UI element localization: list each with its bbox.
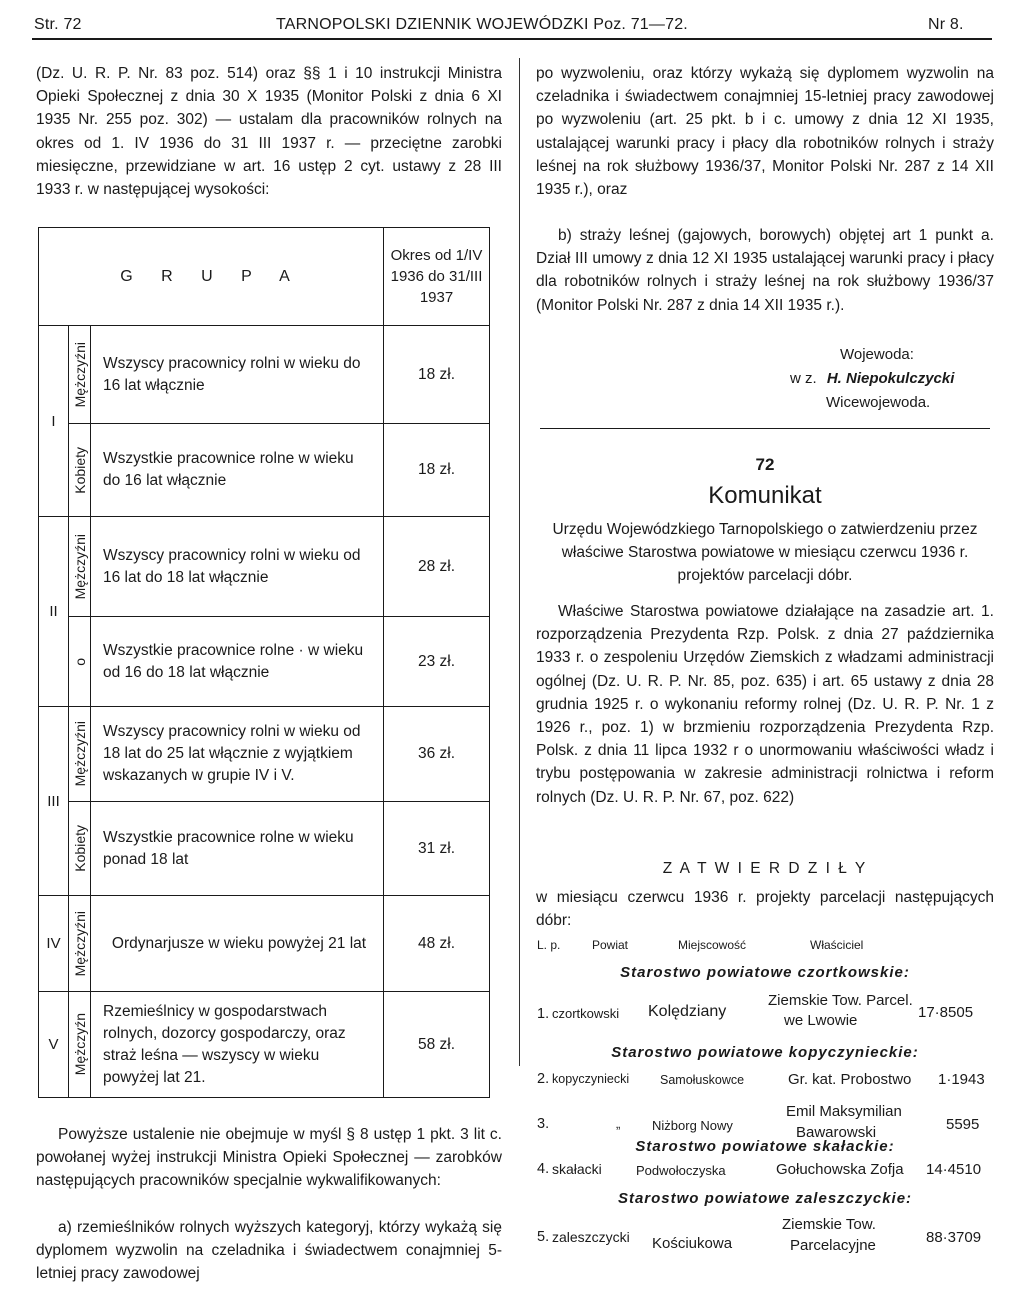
entry-area: 5595 (946, 1116, 980, 1133)
wage-table (38, 227, 490, 1098)
signature-line (790, 370, 954, 387)
entry-powiat: kopyczyniecki (552, 1072, 630, 1086)
entry-miejscowosc: Kolędziany (648, 1003, 727, 1020)
row-description: Wszystkie pracownice rolne · w wieku od 16 do 18 lat włącznie (91, 617, 384, 707)
entry-powiat: skałacki (552, 1161, 602, 1177)
entry-owner-line1: Gr. kat. Probostwo (788, 1071, 912, 1088)
group-label: V (39, 992, 69, 1098)
entry-powiat: „ (616, 1116, 621, 1131)
table-header-period: Okres od 1/IV 1936 do 31/III 1937 (384, 228, 490, 326)
sex-label: Mężczyźni (71, 341, 88, 408)
page-header (32, 14, 992, 40)
approval-subtitle: w miesiącu czerwcu 1936 r. projekty parcelacji następujących dóbr: (536, 889, 994, 930)
group-label: III (39, 707, 69, 896)
entry-owner-line1: Emil Maksymilian (786, 1103, 902, 1120)
entry-owner-line2: Bawarowski (796, 1124, 877, 1141)
row-amount: 36 zł. (384, 707, 490, 802)
approval-heading: Z A T W I E R D Z I Ł Y (662, 860, 868, 877)
item-b: b) straży leśnej (gajowych, borowych) objętej art 1 punkt a. Dział III umowy z dnia 12 XI 1935 ustalającej warunki pracy i płacy dla robotników rolnych i straży leśnej na rok służbowy 1936/37 (Monitor Polski Nr. 287 z dnia 14 XII 1935 r.). (536, 227, 994, 314)
entry-owner-line2: we Lwowie (784, 1012, 858, 1029)
row-description: Wszyscy pracownicy rolni w wieku od 16 lat do 18 lat włącznie (91, 517, 384, 617)
signature-name: H. Niepokulczycki (826, 370, 955, 387)
table-row (39, 802, 490, 896)
table-row (39, 326, 490, 424)
section-title-zaleszczyckie: Starostwo powiatowe zaleszczyckie: (617, 1190, 913, 1207)
table-header-row (39, 228, 490, 326)
row-amount: 18 zł. (384, 424, 490, 517)
row-amount: 58 zł. (384, 992, 490, 1098)
group-label: I (39, 326, 69, 517)
list-head-wlasciciel: Właściciel (810, 938, 864, 952)
entry-powiat: czortkowski (552, 1006, 620, 1021)
announcement-body: Właściwe Starostwa powiatowe działające na zasadzie art. 1. rozporządzenia Prezydenta Rzp. Polsk. z dnia 27 października 1933 r. o zespoleniu Urzędów Ziemskich z władzami administracji ogólnej (Dz. U. R. P. Nr. 85, poz. 635) i art. 65 ustawy z dnia 28 grudnia 1925 r. o wykonaniu reformy rolnej (Dz. U. R. P. Nr. 1 z 1926 r., poz. 1) w brzmieniu rozporządzenia Prezydenta Rzp. Polsk. z dnia 11 lipca 1932 r o unormowaniu właściwości władz i trybu postępowania w zakresie administracji rolnictwa i reform rolnych (Dz. U. R. P. Nr. 67, poz. 622) (536, 603, 994, 806)
group-label: IV (39, 896, 69, 992)
announcement-title: Komunikat (708, 482, 822, 509)
signature-role: Wicewojewoda. (826, 394, 931, 411)
entry-miejscowosc: Samołuskowce (660, 1073, 745, 1087)
entry-miejscowosc: Kościukowa (652, 1235, 733, 1252)
item-a: a) rzemieślników rolnych wyższych kategoryj, którzy wykażą się dyplomem wyzwolin na czeladnika i świadectwem conajmniej 5-letniej pracy zawodowej (36, 1219, 502, 1283)
announcement-subtitle: Urzędu Wojewódzkiego Tarnopolskiego o zatwierdzeniu przez właściwe Starostwa powiatowe w miesiącu czerwcu 1936 r. projektów parcelacji dóbr. (552, 521, 978, 585)
list-head-miejscowosc: Miejscowość (678, 938, 747, 952)
table-row (39, 992, 490, 1098)
entry-area: 17·8505 (918, 1004, 974, 1021)
entry-owner-line2: Parcelacyjne (790, 1237, 876, 1254)
sex-label: Mężczyźni (71, 533, 88, 600)
group-label: II (39, 517, 69, 707)
signature-prefix: w z. (790, 370, 817, 387)
entry-owner-line1: Gołuchowska Zofja (776, 1161, 904, 1178)
row-description: Wszystkie pracownice rolne w wieku do 16 lat włącznie (91, 424, 384, 517)
row-amount: 31 zł. (384, 802, 490, 896)
entry-lp: 4. (537, 1161, 550, 1177)
sex-label: Mężczyźni (71, 910, 88, 977)
row-description: Wszyscy pracownicy rolni w wieku do 16 lat włącznie (91, 326, 384, 424)
row-description: Wszystkie pracownice rolne w wieku ponad 18 lat (91, 802, 384, 896)
table-row (39, 896, 490, 992)
table-header-group: G R U P A (39, 228, 384, 326)
table-row (39, 707, 490, 802)
entry-lp: 3. (537, 1116, 550, 1132)
row-amount: 18 zł. (384, 326, 490, 424)
table-row (39, 424, 490, 517)
section-title-czortkowskie: Starostwo powiatowe czortkowskie: (620, 964, 910, 981)
entry-owner-line1: Ziemskie Tow. (782, 1216, 876, 1233)
entry-area: 1·1943 (938, 1071, 985, 1088)
section-title-kopyczynieckie: Starostwo powiatowe kopyczynieckie: (611, 1044, 919, 1061)
row-amount: 28 zł. (384, 517, 490, 617)
entry-area: 88·3709 (926, 1229, 982, 1246)
table-row (39, 617, 490, 707)
row-amount: 48 zł. (384, 896, 490, 992)
entry-lp: 2. (537, 1071, 550, 1087)
entry-lp: 1. (537, 1006, 550, 1022)
page-number: Str. 72 (34, 16, 82, 33)
row-description: Wszyscy pracownicy rolni w wieku od 18 lat do 25 lat włącznie z wyjątkiem wskazanych w grupie IV i V. (91, 707, 384, 802)
list-head-lp: L. p. (537, 938, 561, 952)
row-description: Ordynarjusze w wieku powyżej 21 lat (91, 896, 384, 992)
entry-owner-line1: Ziemskie Tow. Parcel. (768, 992, 913, 1009)
entry-area: 14·4510 (926, 1161, 982, 1178)
sex-label: Mężczyźni (71, 721, 88, 787)
row-description: Rzemieślnicy w gospodarstwach rolnych, dozorcy gospodarczy, oraz straż leśna — wszyscy w wieku powyżej lat 21. (91, 992, 384, 1098)
issue-number: Nr 8. (928, 16, 964, 33)
intro-paragraph: (Dz. U. R. P. Nr. 83 poz. 514) oraz §§ 1 i 10 instrukcji Ministra Opieki Społecznej z dnia 30 X 1935 (Monitor Polski z dnia 6 XI 1935 Nr. 255 poz. 302) — ustalam dla pracowników rolnych na okres od 1. IV 1936 do 31 III 1937 r. — przeciętne zarobki miesięczne, przewidziane w art. 16 ustęp 2 cyt. ustawy z 28 III 1933 r. w następującej wysokości: (36, 65, 502, 199)
section-title-skalackie: Starostwo powiatowe skałackie: (635, 1138, 895, 1155)
sex-label: Kobiety (71, 825, 88, 872)
entry-lp: 5. (537, 1229, 550, 1245)
section-rule (540, 428, 990, 429)
continued-paragraph: po wyzwoleniu, oraz którzy wykażą się dyplomem wyzwolin na czeladnika i świadectwem conajmniej 15-letniej pracy zawodowej po wyzwoleniu (art. 25 pkt. b i c. umowy z dnia 12 XI 1935, ustalającej warunki pracy i płacy dla robotników rolnych i straży leśnej na rok służbowy 1936/37, Monitor Polski Nr. 287 z 14 XII 1935 r.), oraz (536, 65, 994, 199)
announcement-number: 72 (755, 455, 775, 474)
table-row (39, 517, 490, 617)
entry-miejscowosc: Niżborg Nowy (652, 1118, 733, 1133)
entry-miejscowosc: Podwołoczyska (636, 1163, 726, 1178)
sex-label: o (71, 657, 88, 666)
row-amount: 23 zł. (384, 617, 490, 707)
entry-powiat: zaleszczycki (552, 1229, 630, 1245)
journal-title: TARNOPOLSKI DZIENNIK WOJEWÓDZKI Poz. 71—72. (276, 16, 688, 33)
list-head-powiat: Powiat (592, 938, 629, 952)
sex-label: Mężczyźn (71, 1013, 88, 1076)
after-table-paragraph: Powyższe ustalenie nie obejmuje w myśl § 8 ustęp 1 pkt. 3 lit c. powołanej wyżej instrukcji Ministra Opieki Społecznej — zarobków następujących pracowników specjalnie wykwalifikowanych: (36, 1126, 502, 1190)
column-divider (519, 58, 520, 1066)
signature-title: Wojewoda: (840, 346, 914, 363)
sex-label: Kobiety (71, 446, 88, 494)
